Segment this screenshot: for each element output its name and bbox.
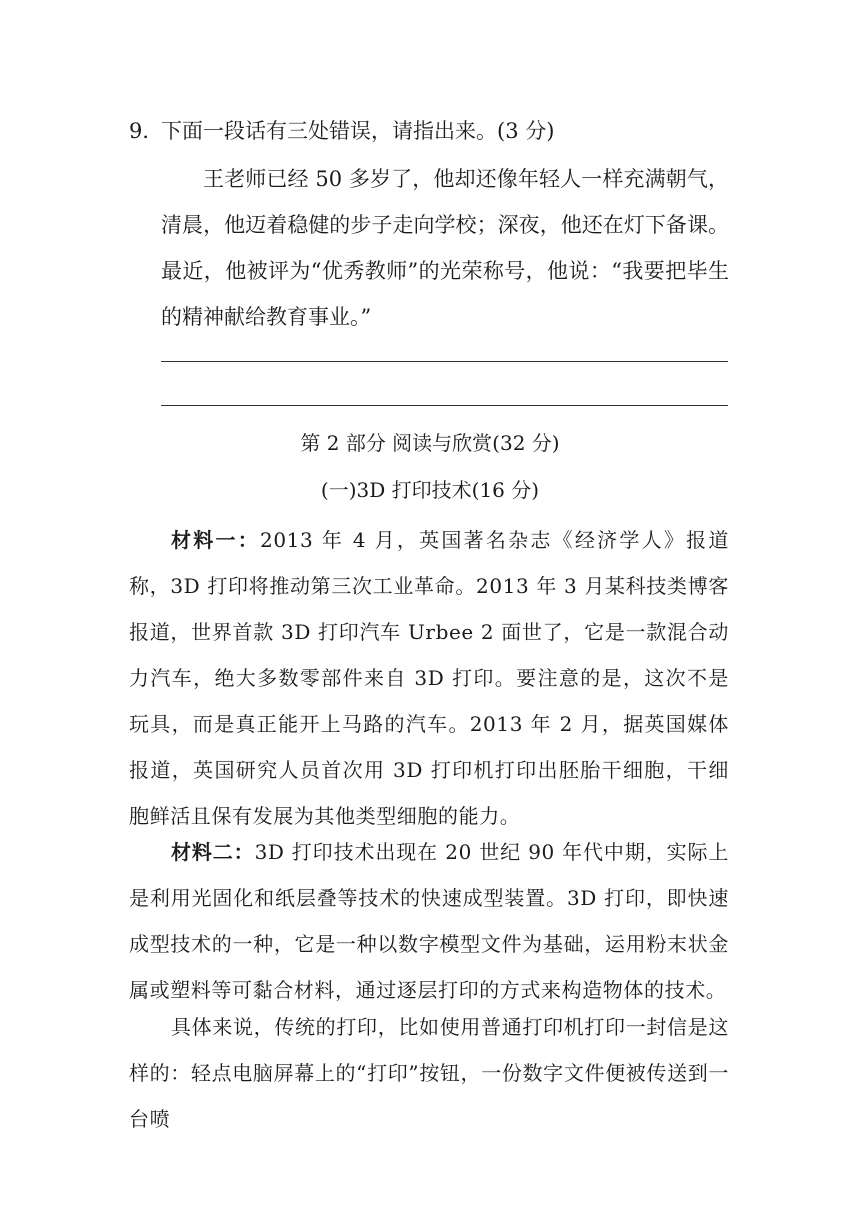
section-title: 第 2 部分 阅读与欣赏(32 分): [300, 431, 560, 455]
question-passage: 王老师已经 50 多岁了，他却还像年轻人一样充满朝气，清晨，他迈着稳健的步子走向学校；深夜，他还在灯下备课。最近，他被评为“优秀教师”的光荣称号，他说：“我要把毕生的精神献给教育事业。”: [161, 167, 729, 329]
material-one-label: 材料一：: [171, 528, 260, 552]
material-two-label: 材料二：: [171, 840, 255, 864]
answer-line: [161, 405, 728, 406]
material-two-paragraph: [129, 829, 729, 1013]
answer-line: [161, 361, 728, 362]
material-one-paragraph: [129, 517, 729, 839]
question-number: 9．: [129, 119, 164, 143]
material-two-text: 3D 打印技术出现在 20 世纪 90 年代中期，实际上是利用光固化和纸层叠等技术的快速成型装置。3D 打印，即快速成型技术的一种，它是一种以数字模型文件为基础，运用粉末状金属或塑料等可黏合材料，通过逐层打印的方式来构造物体的技术。: [129, 840, 729, 1002]
question-prompt: 下面一段话有三处错误，请指出来。(3 分): [161, 119, 555, 143]
subsection-title: (一)3D 打印技术(16 分): [320, 478, 540, 502]
material-one-text: 2013 年 4 月，英国著名杂志《经济学人》报道称，3D 打印将推动第三次工业革命。2013 年 3 月某科技类博客报道，世界首款 3D 打印汽车 Urbee 2 面世了，它是一款混合动力汽车，绝大多数零部件来自 3D 打印。要注意的是，这次不是玩具，而是真正能开上马路的汽车。2013 年 2 月，据英国媒体报道，英国研究人员首次用 3D 打印机打印出胚胎干细胞，干细胞鲜活且保有发展为其他类型细胞的能力。: [129, 528, 729, 828]
body-paragraph: 具体来说，传统的打印，比如使用普通打印机打印一封信是这样的：轻点电脑屏幕上的“打印”按钮，一份数字文件便被传送到一台喷: [129, 1015, 729, 1131]
